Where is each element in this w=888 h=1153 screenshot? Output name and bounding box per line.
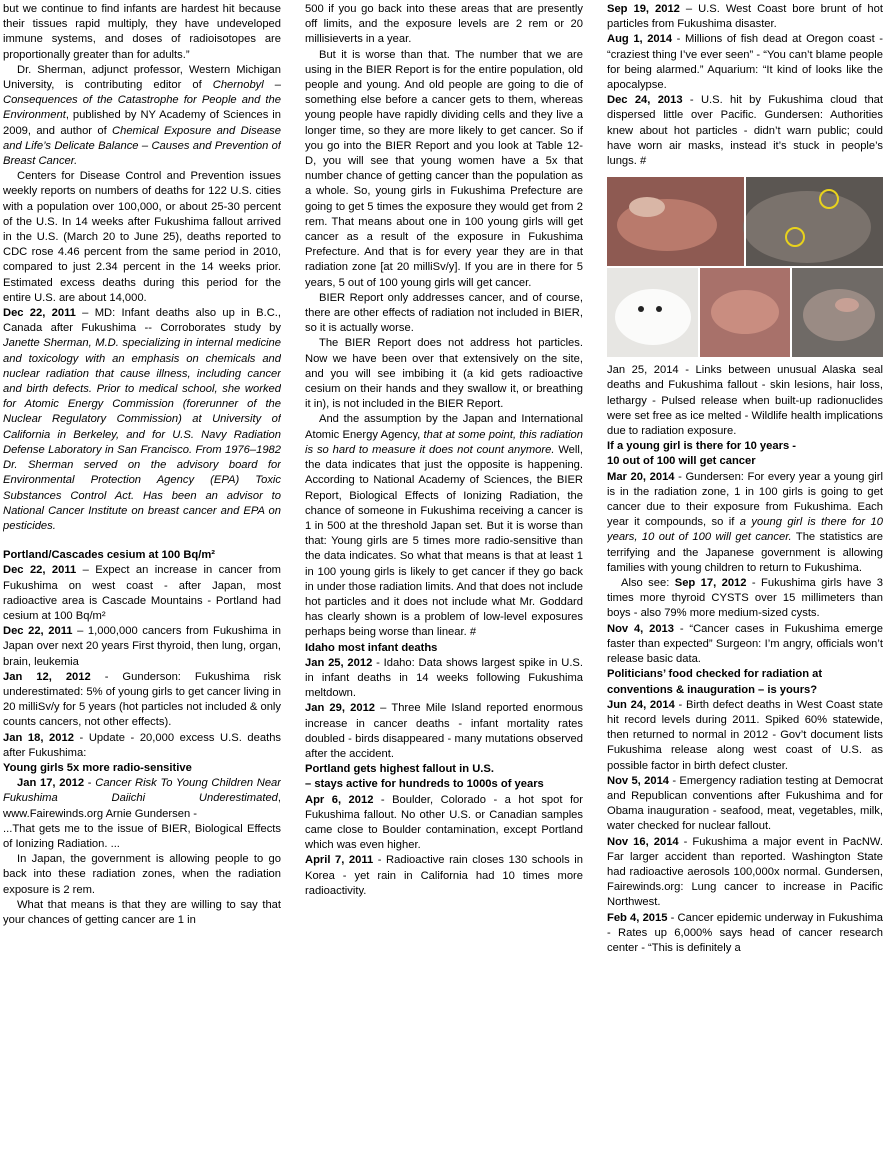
entry-dec-22-2011-cancers: Dec 22, 2011 – 1,000,000 cancers from Fukushima in Japan over next 20 years First thyroid, then lung, organ, brain, leukemia	[3, 625, 281, 668]
photo-seal-body	[803, 289, 875, 341]
column-right	[607, 2, 883, 1152]
column-middle	[305, 2, 583, 1152]
entry-jan-25-2012: Jan 25, 2012 - Idaho: Data shows largest spike in U.S. in infant deaths in 14 weeks following Fukushima meltdown.	[305, 656, 583, 700]
entry-jun-24-2014: Jun 24, 2014 - Birth defect deaths in West Coast state hit record levels during 2011. Spiked 60% statewide, then returned to normal in 2012 - Gov’t document lists Fukushima release along west coast of U.S. as possible factor in birth defect cluster.	[607, 698, 883, 772]
heading-young-girls: Young girls 5x more radio-sensitive	[3, 761, 192, 774]
paragraph-off-limits: 500 if you go back into these areas that are presently off limits, and the exposure levels are 2 rem or 20 millisieverts in a year.	[305, 3, 583, 46]
heading-portland-cesium: Portland/Cascades cesium at 100 Bq/m²	[3, 549, 216, 562]
paragraph-bier-worse: But it is worse than that. The number that we are using in the BIER Report is for the entire population, old people and young. And old people are going to die of something else before a cancer gets to them, whereas young people have rapidly dividing cells and they live a longer time, so they are more likely to get cancer. So if you go into the BIER Report and you look at Table 12-D, you will see that young women have a 5x that number chance of getting cancer than the population as a whole. So, young girls in Fukushima Prefecture are going to get 5 times the exposure they would get from 2 rem. That means about one in 100 young girls will get cancer as a result of the exposure in Fukushima Prefecture. And that is for every year they are in that radiation zone [at 20 milliSv/y]. If you are in there for 5 years, 5 out of 100 young girls will get cancer.	[305, 48, 583, 289]
heading-idaho: Idaho most infant deaths	[305, 641, 438, 654]
column-left	[3, 2, 281, 1152]
photo-lesion	[711, 290, 779, 334]
paragraph-quote-end: but we continue to find infants are hardest hit because their tissues rapid multiply, they have undeveloped immune systems, and doses of radioisotopes are proportionally greater than for adults.”	[3, 3, 281, 61]
entry-aug-1-2014: Aug 1, 2014 - Millions of fish dead at Oregon coast - “craziest thing I’ve ever seen” - “You can’t blame people for being alarmed.” Aquarium: “It kind of looks like the apocalypse.	[607, 33, 883, 92]
entry-nov-16-2014: Nov 16, 2014 - Fukushima a major event in PacNW. Far larger accident than reported. Washington State had radioactive aerosols 100,000x normal. Gundersen, Fairewinds.org: Lung cancer to increase in Pacific Northwest.	[607, 835, 883, 909]
entry-dec-24-2013: Dec 24, 2013 - U.S. hit by Fukushima cloud that dispersed little over Pacific. Gundersen: Authorities knew about hot particles - didn’t warn public; could have worn air masks, instead it’s stuck in people’s lungs. #	[607, 94, 883, 168]
entry-dec-22-2011-west-coast: Dec 22, 2011 – Expect an increase in cancer from Fukushima on west coast - after Japan, most radioactive area is Cascade Mountains - Portland had cesium at 100 Bq/m²	[3, 564, 281, 622]
entry-mar-20-2014: Mar 20, 2014 - Gundersen: For every year a young girl is in the radiation zone, 1 in 100 girls is going to get cancer due to their exposure from Fukushima. Each year it compounds, so if a young girl is there for 10 years, 10 out of 100 will get cancer. The statistics are terrifying and the Japanese government is allowing families with young children to return to Fukushima.	[607, 470, 883, 574]
entry-apr-7-2011: April 7, 2011 - Radioactive rain closes 130 schools in Korea - yet rain in California had 10 times more radioactivity.	[305, 854, 583, 897]
entry-jan-25-2014: Jan 25, 2014 - Links between unusual Alaska seal deaths and Fukushima fallout - skin lesions, hair loss, lethargy - Pulsed release when built-up radionuclides were set free as ice melted - Wildlife health implications due to radiation exposure.	[607, 364, 883, 438]
paragraph-bier-cancer-only: BIER Report only addresses cancer, and of course, there are other effects of radiation not included in BIER, so it is actually worse.	[305, 291, 583, 335]
heading-ten-years: If a young girl is there for 10 years - 10 out of 100 will get cancer	[607, 440, 797, 468]
seal-photo-illustration	[607, 177, 883, 357]
entry-feb-4-2015: Feb 4, 2015 - Cancer epidemic underway in Fukushima - Rates up 6,000% says head of cancer research center - “This is definitely a	[607, 911, 883, 954]
entry-jan-29-2012: Jan 29, 2012 – Three Mile Island reported enormous increase in cancer deaths - infant mortality rates doubled - birds disappeared - many mutations observed after the accident.	[305, 702, 583, 760]
photo-lesion	[629, 197, 665, 217]
seal-photo-collage	[607, 177, 883, 357]
paragraph-hot-particles: The BIER Report does not address hot particles. Now we have been over that extensively on the site, and you will see imbibing it (a kid gets radioactive cesium on their hands and they swallow it, or breathing it in), is not included in the BIER Report.	[305, 337, 583, 411]
photo-pup-eye	[638, 306, 644, 312]
entry-apr-6-2012: Apr 6, 2012 - Boulder, Colorado - a hot spot for Fukushima fallout. No other U.S. or Canadian samples came close to Boulder contamination, except Portland which was even higher.	[305, 793, 583, 852]
entry-jan-18-2012: Jan 18, 2012 - Update - 20,000 excess U.S. deaths after Fukushima:	[3, 731, 281, 759]
entry-nov-4-2013: Nov 4, 2013 - “Cancer cases in Fukushima emerge faster than expected” Surgeon: I’m angry, officials won’t release basic data.	[607, 622, 883, 666]
photo-seal-body	[743, 191, 871, 263]
paragraph-iaea-assumption: And the assumption by the Japan and International Atomic Energy Agency, that at some point, this radiation is so hard to measure it does not count anymore. Well, the data indicates that just the opposite is happening. According to National Academy of Sciences, the BIER Report, Biological Effects of Ionizing Radiation, the chance of someone in Fukushima receiving a cancer is 1 in 500 at the threshold Japan set. But it is worse than that: Young girls are 5 times more radio-sensitive than the data indicates. So what that means is that at least 1 in 100 young girls is likely to get cancer if they go back in under those radiation limits. And that does not include hot particles and it does not include what Mr. Goddard has clearly shown is a problem of low-level exposures perhaps being worse than linear. #	[305, 413, 583, 639]
paragraph-cdc-deaths: Centers for Disease Control and Prevention issues weekly reports on numbers of deaths for 122 U.S. cities with a population over 100,000, or about 25-30 percent of the U.S. In 14 weeks after Fukushima fallout arrived in the U.S. (March 20 to June 25), deaths reported to CDC rose 4.46 percent from the same period in 2010, compared to just 2.34 percent in the 14 weeks prior. Estimated excess deaths during this period for the entire U.S. are about 14,000.	[3, 170, 281, 304]
paragraph-bier-intro: ...That gets me to the issue of BIER, Biological Effects of Ionizing Radiation. ...	[3, 822, 281, 850]
paragraph-chances: What that means is that they are willing to say that your chances of getting cancer are 1 in	[3, 898, 281, 926]
photo-pup-eye	[656, 306, 662, 312]
photo-pup-body	[615, 289, 691, 345]
entry-sep-19-2012: Sep 19, 2012 – U.S. West Coast bore brunt of hot particles from Fukushima disaster.	[607, 3, 883, 31]
photo-lesion	[835, 298, 859, 312]
paragraph-sherman-bio: Dr. Sherman, adjunct professor, Western Michigan University, is contributing editor of Chernobyl – Consequences of the Catastrophe for People and the Environment, published by NY Academy of Sciences in 2009, and author of Chemical Exposure and Disease and Life’s Delicate Balance – Causes and Prevention of Breast Cancer.	[3, 63, 281, 168]
heading-politicians-food: Politicians’ food checked for radiation at conventions & inauguration – is yours?	[607, 668, 823, 696]
paragraph-japan-zones: In Japan, the government is allowing people to go back into these radiation zones, when the radiation exposure is 2 rem.	[3, 853, 281, 896]
entry-nov-5-2014: Nov 5, 2014 - Emergency radiation testing at Democrat and Republican conventions after Fukushima and for Obama inauguration - seafood, meat, vegetables, milk, water checked for nuclear fallout.	[607, 774, 883, 833]
entry-jan-17-2012: Jan 17, 2012 - Cancer Risk To Young Children Near Fukushima Daiichi Underestimated, www.Fairewinds.org Arnie Gundersen -	[3, 777, 281, 820]
entry-sep-17-2012: Also see: Sep 17, 2012 - Fukushima girls have 3 times more thyroid CYSTS over 15 millimeters than boys - also 79% more medium-sized cysts.	[607, 577, 883, 620]
entry-dec-22-2011-infant: Dec 22, 2011 – MD: Infant deaths also up in B.C., Canada after Fukushima -- Corroborates study by Janette Sherman, M.D. specializing in internal medicine and toxicology with an emphasis on chemicals and nuclear radiation that cause illness, including cancer and birth defects. Prior to medical school, she worked for Atomic Energy Commission (forerunner of the Nuclear Regulatory Commission) at University of California in Berkeley, and for U.S. Navy Radiation Defense Laboratory in San Francisco. From 1976–1982 Dr. Sherman served on the advisory board for Environmental Protection Agency (EPA) Toxic Substances Control Act. Has been an advisor to National Cancer Institute on breast cancer and EPA on pesticides.	[3, 307, 281, 532]
heading-portland-fallout: Portland gets highest fallout in U.S. – stays active for hundreds to 1000s of years	[305, 763, 544, 791]
entry-jan-12-2012: Jan 12, 2012 - Gunderson: Fukushima risk underestimated: 5% of young girls to get cancer living in 20 milliSv/y for 5 years (hot particles not included & only counts cancers, not other effects).	[3, 670, 281, 729]
